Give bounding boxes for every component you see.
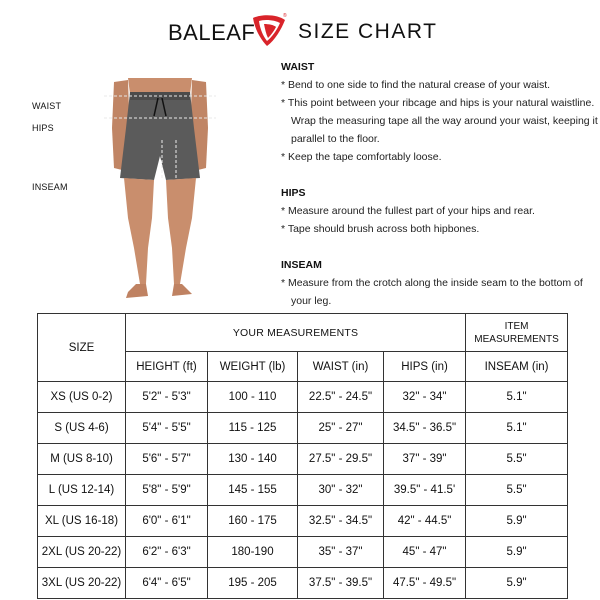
waist-bullet: * Bend to one side to find the natural crease of your waist. xyxy=(281,79,551,91)
weight-cell: 180-190 xyxy=(208,537,298,568)
size-column-header: SIZE xyxy=(38,314,126,382)
size-cell: XS (US 0-2) xyxy=(38,382,126,413)
waist-cell: 27.5" - 29.5" xyxy=(298,444,384,475)
weight-cell: 145 - 155 xyxy=(208,475,298,506)
registered-mark: ® xyxy=(283,13,287,19)
size-cell: S (US 4-6) xyxy=(38,413,126,444)
inseam-cell: 5.1" xyxy=(466,382,568,413)
size-cell: XL (US 16-18) xyxy=(38,506,126,537)
table-row xyxy=(38,568,568,599)
inseam-cell: 5.9" xyxy=(466,568,568,599)
hips-cell: 47.5" - 49.5" xyxy=(384,568,466,599)
inseam-bullet: * Measure from the crotch along the inside seam to the bottom of your leg. xyxy=(281,277,583,307)
table-row xyxy=(38,382,568,413)
table-header-row xyxy=(38,314,568,352)
brand-name: BALEAF xyxy=(168,20,256,45)
waist-cell: 37.5" - 39.5" xyxy=(298,568,384,599)
table-row xyxy=(38,475,568,506)
weight-cell: 160 - 175 xyxy=(208,506,298,537)
size-cell: M (US 8-10) xyxy=(38,444,126,475)
inseam-heading: INSEAM xyxy=(281,259,322,271)
height-cell: 6'2" - 6'3" xyxy=(126,537,208,568)
waist-cell: 35" - 37" xyxy=(298,537,384,568)
hips-cell: 34.5" - 36.5" xyxy=(384,413,466,444)
size-cell: L (US 12-14) xyxy=(38,475,126,506)
inseam-cell: 5.9" xyxy=(466,537,568,568)
size-chart-table xyxy=(37,313,568,599)
table-row xyxy=(38,444,568,475)
weight-cell: 115 - 125 xyxy=(208,413,298,444)
height-cell: 5'4" - 5'5" xyxy=(126,413,208,444)
waist-column-header: WAIST (in) xyxy=(298,352,384,382)
height-cell: 5'2" - 5'3" xyxy=(126,382,208,413)
inseam-cell: 5.5" xyxy=(466,475,568,506)
weight-cell: 195 - 205 xyxy=(208,568,298,599)
hips-heading: HIPS xyxy=(281,187,306,199)
height-cell: 6'4" - 6'5" xyxy=(126,568,208,599)
height-cell: 5'8" - 5'9" xyxy=(126,475,208,506)
size-cell: 3XL (US 20-22) xyxy=(38,568,126,599)
weight-column-header: WEIGHT (lb) xyxy=(208,352,298,382)
your-measurements-header: YOUR MEASUREMENTS xyxy=(126,314,466,352)
table-row xyxy=(38,413,568,444)
hips-bullet: * Measure around the fullest part of your hips and rear. xyxy=(281,205,535,217)
table-row xyxy=(38,506,568,537)
height-cell: 6'0" - 6'1" xyxy=(126,506,208,537)
hips-cell: 37" - 39" xyxy=(384,444,466,475)
table-row xyxy=(38,537,568,568)
hips-column-header: HIPS (in) xyxy=(384,352,466,382)
waist-cell: 30" - 32" xyxy=(298,475,384,506)
hips-cell: 32" - 34" xyxy=(384,382,466,413)
inseam-cell: 5.9" xyxy=(466,506,568,537)
baleaf-leaf-logo-icon xyxy=(247,10,289,50)
waist-bullet: * Keep the tape comfortably loose. xyxy=(281,151,442,163)
figure-label-hips: HIPS xyxy=(32,123,54,133)
model-shorts-illustration xyxy=(100,78,220,310)
hips-cell: 39.5" - 41.5' xyxy=(384,475,466,506)
waist-cell: 32.5" - 34.5" xyxy=(298,506,384,537)
hips-bullet: * Tape should brush across both hipbones. xyxy=(281,223,480,235)
waist-heading: WAIST xyxy=(281,61,315,73)
item-measurements-header: ITEM MEASUREMENTS xyxy=(466,314,568,352)
height-column-header: HEIGHT (ft) xyxy=(126,352,208,382)
hips-cell: 42" - 44.5" xyxy=(384,506,466,537)
inseam-cell: 5.5" xyxy=(466,444,568,475)
weight-cell: 130 - 140 xyxy=(208,444,298,475)
measurement-instructions xyxy=(281,58,599,310)
size-cell: 2XL (US 20-22) xyxy=(38,537,126,568)
inseam-column-header: INSEAM (in) xyxy=(466,352,568,382)
weight-cell: 100 - 110 xyxy=(208,382,298,413)
waist-cell: 25" - 27" xyxy=(298,413,384,444)
hips-cell: 45" - 47" xyxy=(384,537,466,568)
waist-bullet: * This point between your ribcage and hips is your natural waistline. Wrap the measuring tape all the way around your waist, keeping it parallel to the floor. xyxy=(281,97,598,145)
inseam-cell: 5.1" xyxy=(466,413,568,444)
height-cell: 5'6" - 5'7" xyxy=(126,444,208,475)
figure-label-waist: WAIST xyxy=(32,101,62,111)
page-title: SIZE CHART xyxy=(298,20,438,43)
figure-label-inseam: INSEAM xyxy=(32,182,68,192)
waist-cell: 22.5" - 24.5" xyxy=(298,382,384,413)
header xyxy=(0,8,600,58)
